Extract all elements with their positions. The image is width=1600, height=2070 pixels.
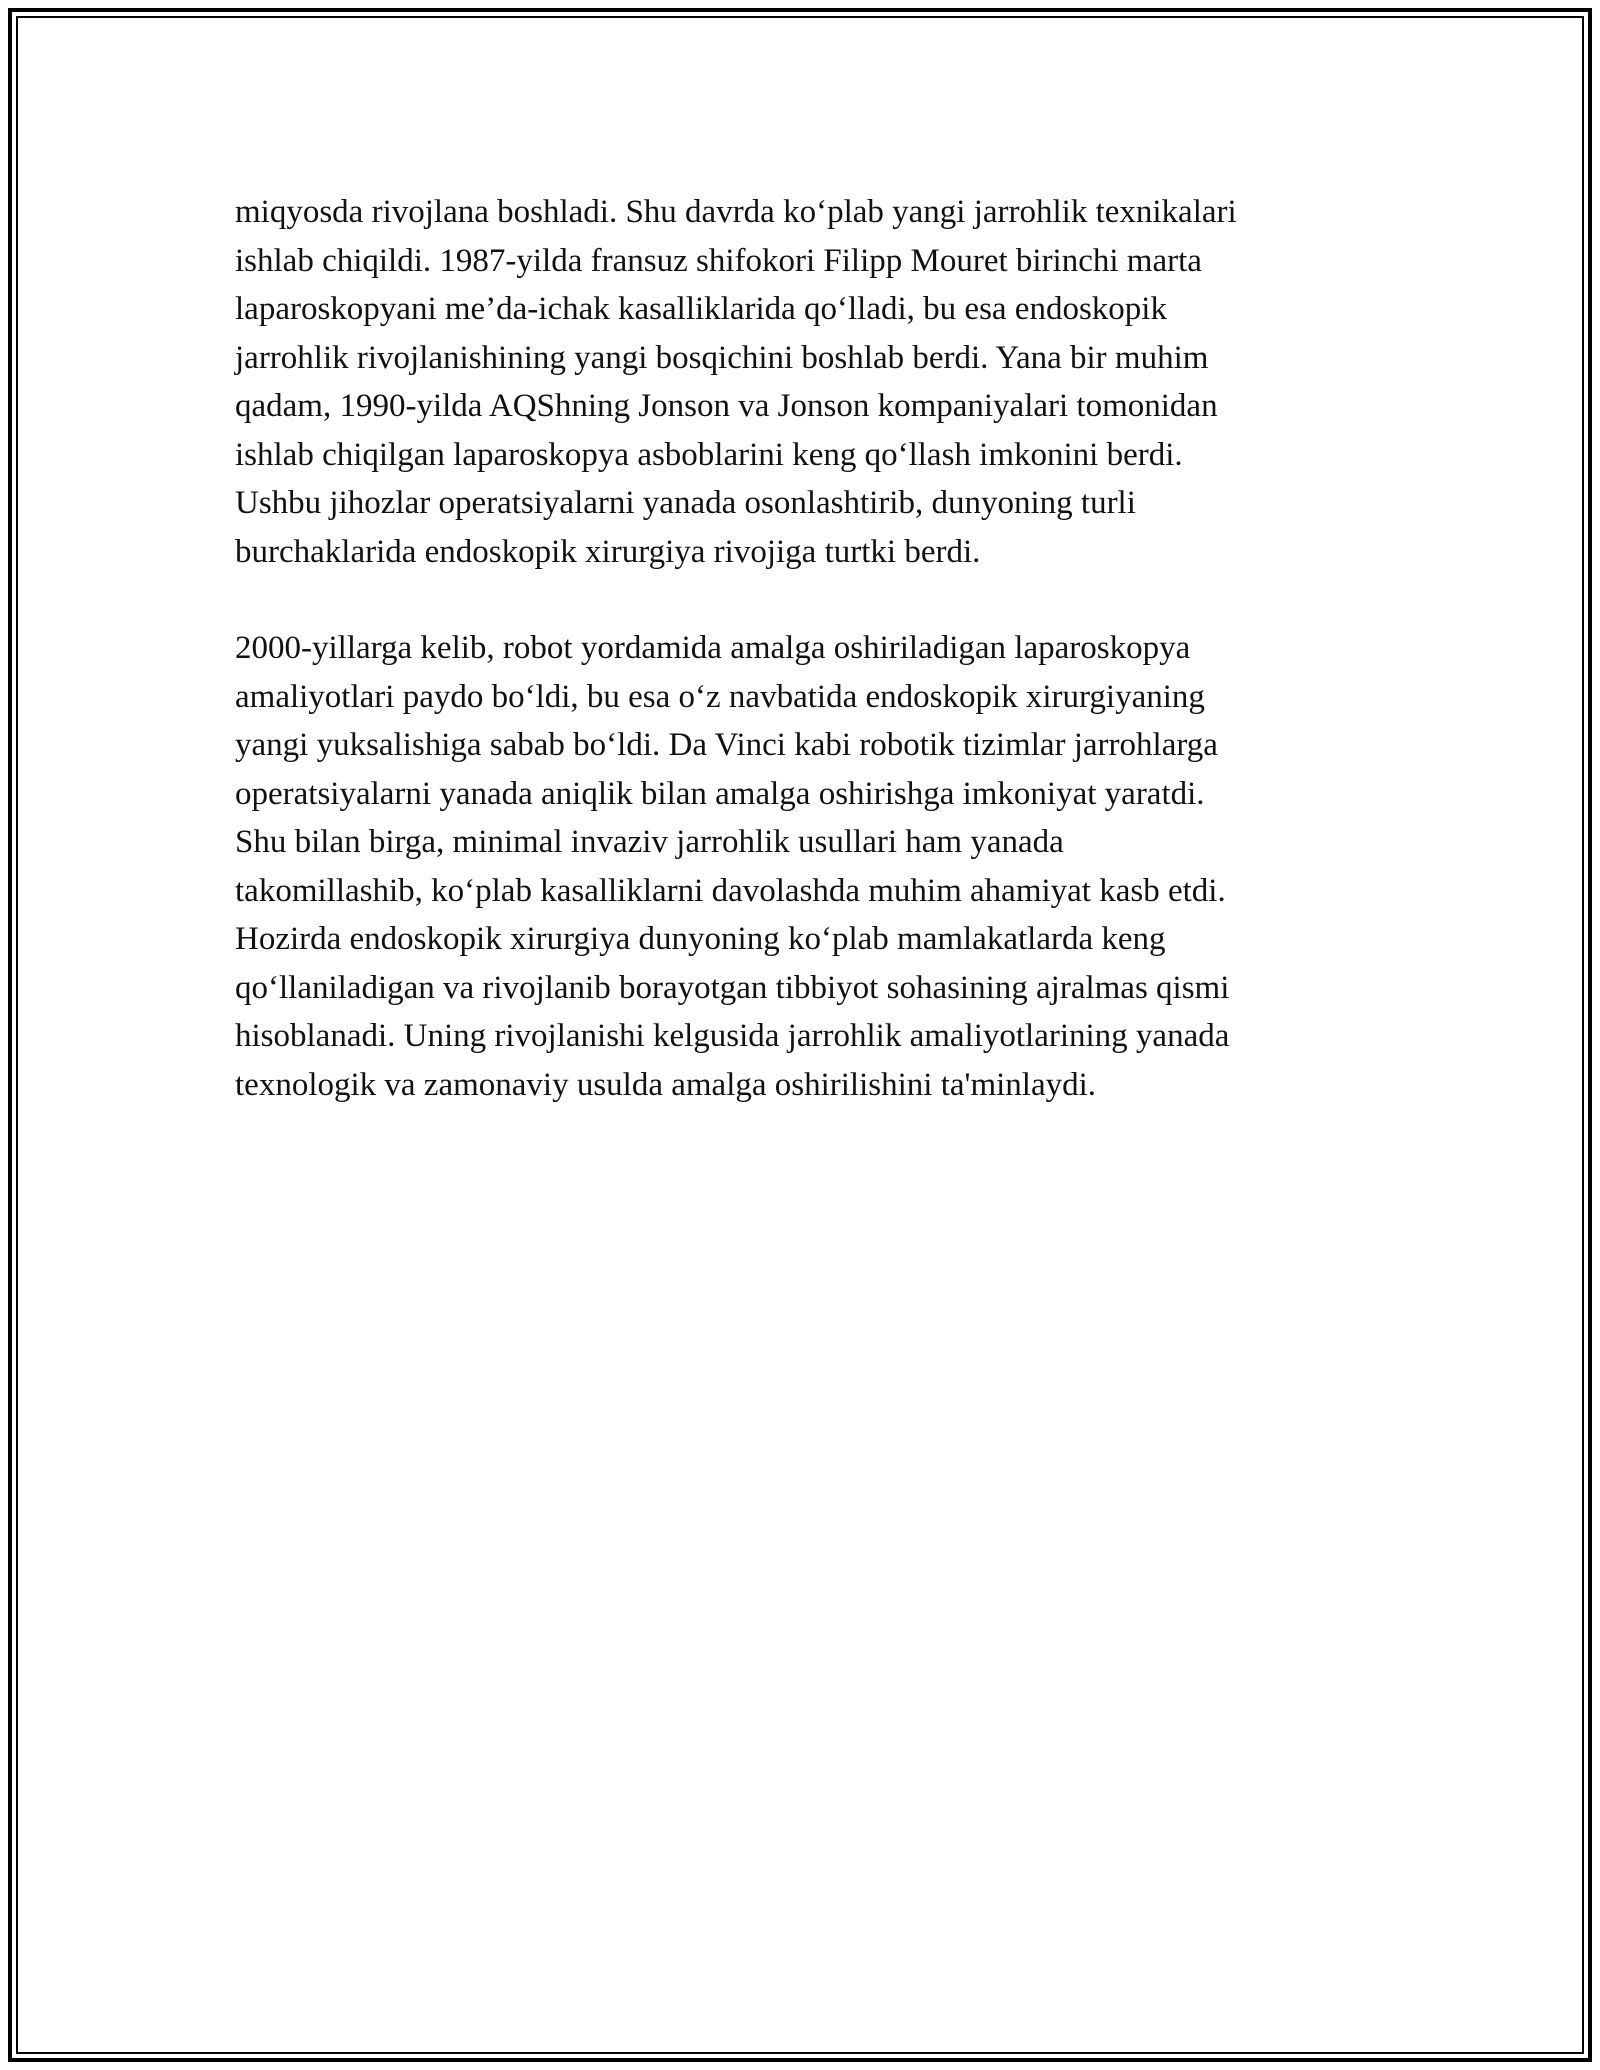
paragraph-history-laparoscopy: miqyosda rivojlana boshladi. Shu davrda ko‘plab yangi jarrohlik texnikalari ishlab chiqildi. 1987-yilda fransuz shifokori Filipp Mouret birinchi marta laparoskopyani me’da-ichak kasalliklarida qo‘lladi, bu esa endoskopik jarrohlik rivojlanishining yangi bosqichini boshlab berdi. Yana bir muhim qadam, 1990-yilda AQShning Jonson va Jonson kompaniyalari tomonidan ishlab chiqilgan laparoskopya asboblarini keng qo‘llash imkonini berdi. Ushbu jihozlar operatsiyalarni yanada osonlashtirib, dunyoning turli burchaklarida endoskopik xirurgiya rivojiga turtki berdi. [235,194,1237,570]
paragraph-robotic-surgery: 2000-yillarga kelib, robot yordamida amalga oshiriladigan laparoskopya amaliyotlari paydo bo‘ldi, bu esa o‘z navbatida endoskopik xirurgiyaning yangi yuksalishiga sabab bo‘ldi. Da Vinci kabi robotik tizimlar jarrohlarga operatsiyalarni yanada aniqlik bilan amalga oshirishga imkoniyat yaratdi. Shu bilan birga, minimal invaziv jarrohlik usullari ham yanada takomillashib, ko‘plab kasalliklarni davolashda muhim ahamiyat kasb etdi. Hozirda endoskopik xirurgiya dunyoning ko‘plab mamlakatlarda keng qo‘llaniladigan va rivojlanib borayotgan tibbiyot sohasining ajralmas qismi hisoblanadi. Uning rivojlanishi kelgusida jarrohlik amaliyotlarining yanada texnologik va zamonaviy usulda amalga oshirilishini ta'minlaydi. [235,630,1230,1103]
document-body [235,188,1365,1109]
